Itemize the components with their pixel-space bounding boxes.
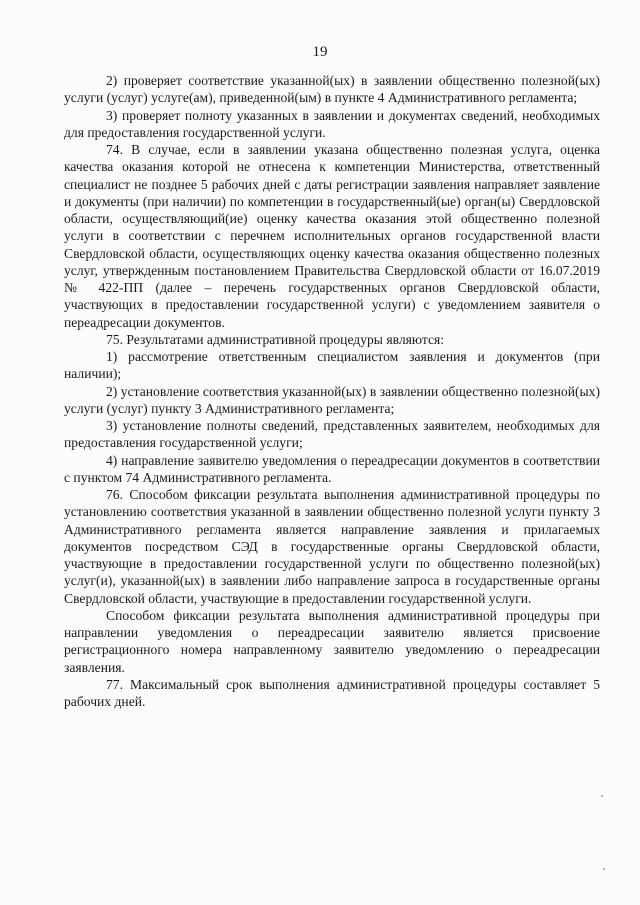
paragraph-check-completeness: 3) проверяет полноту указанных в заявлении и документах сведений, необходимых для предоставления государственной услуги.: [64, 107, 600, 140]
scan-speck: [603, 868, 605, 870]
paragraph-77: 77. Максимальный срок выполнения административной процедуры составляет 5 рабочих дней.: [64, 676, 600, 709]
paragraph-75-item-2: 2) установление соответствия указанной(ых) в заявлении общественно полезной(ых) услуги (услуг) пункту 3 Административного регламента;: [64, 383, 600, 416]
paragraph-76: 76. Способом фиксации результата выполнения административной процедуры по установлению соответствия указанной в заявлении общественно полезной услуги пункту 3 Административного регламента является направление заявления и прилагаемых документов посредством СЭД в государственные органы Свердловской области, участвующие в предоставлении государственной услуги по общественно полезной(ых) услуг(и), указанной(ых) в заявлении либо направление запроса в государственные органы Свердловской области, участвующие в предоставлении государственной услуги.: [64, 487, 600, 606]
paragraph-74: 74. В случае, если в заявлении указана общественно полезная услуга, оценка качества оказания которой не отнесена к компетенции Министерства, ответственный специалист не позднее 5 рабочих дней с даты регистрации заявления направляет заявление и документы (при наличии) по компетенции в государственный(ые) орган(ы) Свердловской области, осуществляющий(ие) оценку качества оказания этой общественно полезной услуги в соответствии с перечнем исполнительных органов государственной власти Свердловской области, осуществляющих оценку качества оказания общественно полезных услуг, утвержденным постановлением Правительства Свердловской области от 16.07.2019 № 422-ПП (далее – перечень государственных органов Свердловской области, участвующих в предоставлении государственной услуги) с уведомлением заявителя о переадресации документов.: [64, 142, 600, 330]
scan-speck: [601, 795, 603, 797]
paragraph-75-item-3: 3) установление полноты сведений, представленных заявителем, необходимых для предоставления государственной услуги;: [64, 418, 600, 451]
paragraph-75-item-1: 1) рассмотрение ответственным специалистом заявления и документов (при наличии);: [64, 349, 600, 382]
paragraph-75: 75. Результатами административной процедуры являются:: [106, 331, 445, 347]
paragraph-fixation-redirect: Способом фиксации результата выполнения административной процедуры при направлении уведомления о переадресации заявителю является присвоение регистрационного номера направленному заявителю уведомлению о переадресации заявления.: [64, 607, 600, 675]
paragraph-check-conformity: 2) проверяет соответствие указанной(ых) в заявлении общественно полезной(ых) услуги (услуг) услуге(ам), приведенной(ым) в пункте 4 Административного регламента;: [64, 73, 600, 106]
document-body: [64, 72, 600, 710]
page-number: 19: [312, 44, 328, 60]
paragraph-75-item-4: 4) направление заявителю уведомления о переадресации документов в соответствии с пунктом 74 Административного регламента.: [64, 452, 600, 485]
